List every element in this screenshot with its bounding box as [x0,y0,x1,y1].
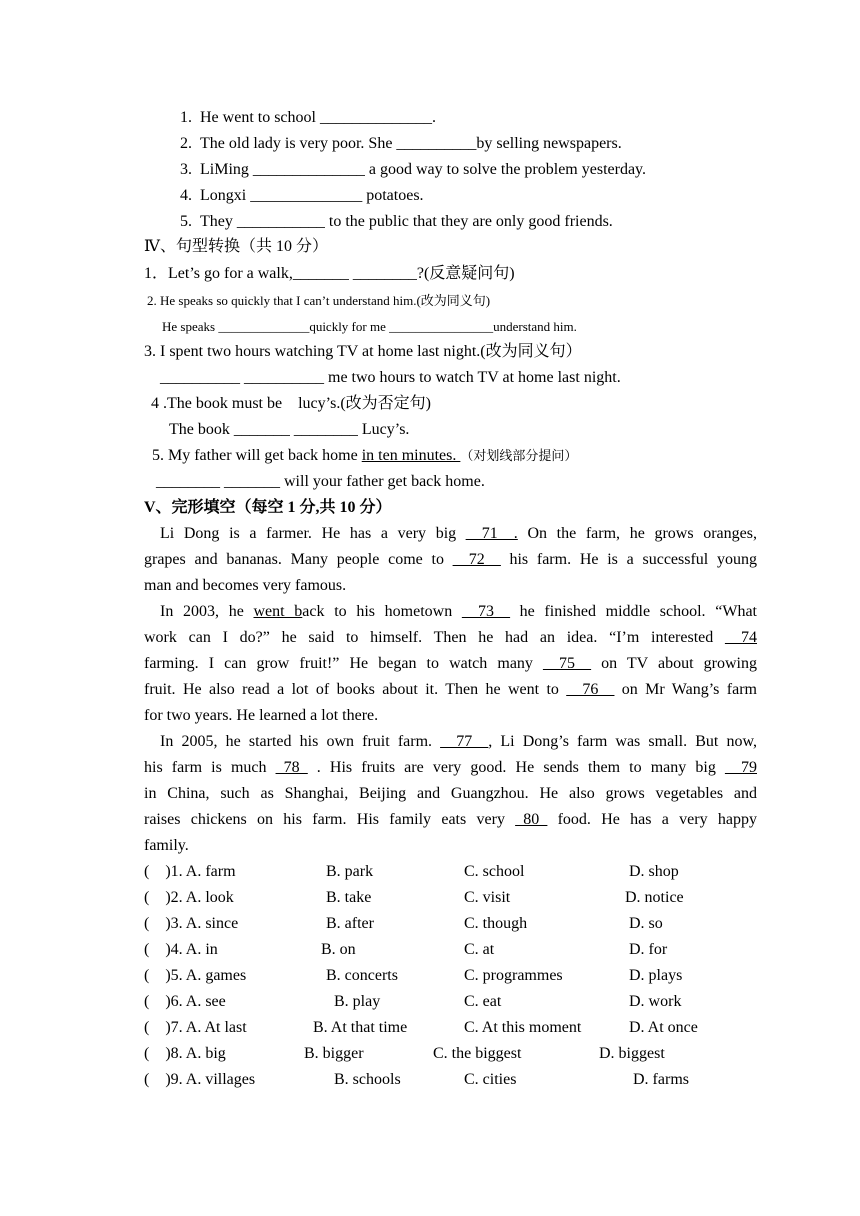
blank-78: _78_ [275,759,308,776]
option-b: B. concerts [326,967,398,984]
passage-line: farming. I can grow fruit!” He began to watch many __75__ on TV about growing [144,655,758,672]
option-c: C. at [464,941,495,958]
option-q: ( )4. A. in [144,941,218,958]
option-q: ( )9. A. villages [144,1071,256,1088]
option-q: ( )5. A. games [144,967,247,984]
option-c: C. programmes [464,967,563,984]
passage-line: man and becomes very famous. [144,577,347,594]
underlined-went: went b [253,603,303,620]
fill-item-1: 1. He went to school ______________. [180,109,436,126]
passage-line: his farm is much _78_ . His fruits are very good. He sends them to many big __79 [144,759,757,776]
option-c: C. the biggest [433,1045,522,1062]
blank-77: __77__ [440,733,489,750]
option-d: D. shop [629,863,679,880]
option-c: C. cities [464,1071,517,1088]
passage-line: work can I do?” he said to himself. Then he had an idea. “I’m interested __74 [144,629,757,646]
q5-underlined-phrase: in ten minutes. [361,447,461,464]
section-4-answer-2: He speaks ______________quickly for me ________________understand him. [162,319,577,334]
option-q: ( )1. A. farm [144,863,236,880]
option-q: ( )8. A. big [144,1045,226,1062]
option-d: D. farms [633,1071,689,1088]
section-4-question-5 [152,446,577,466]
fill-item-5: 5. They ___________ to the public that they are only good friends. [180,213,613,230]
section-4-answer-3: __________ __________ me two hours to watch TV at home last night. [160,369,621,386]
q5-text: 5. My father will get back home [152,447,362,464]
option-q: ( )6. A. see [144,993,226,1010]
option-q: ( )3. A. since [144,915,239,932]
option-b: B. At that time [313,1019,408,1036]
passage-line: family. [144,837,189,854]
passage-line: grapes and bananas. Many people come to __72__ his farm. He is a successful young [144,551,758,568]
blank-75: __75__ [543,655,592,672]
option-d: D. so [629,915,663,932]
section-4-question-2: 2. He speaks so quickly that I can’t understand him.(改为同义句) [147,293,491,308]
fill-item-2: 2. The old lady is very poor. She __________by selling newspapers. [180,135,622,152]
option-c: C. school [464,863,525,880]
option-d: D. At once [629,1019,698,1036]
passage-line: In 2003, he went back to his hometown __73__ he finished middle school. “What [160,603,757,620]
option-b: B. schools [334,1071,401,1088]
option-b: B. after [326,915,374,932]
section-5-heading: V、完形填空（每空 1 分,共 10 分） [144,499,392,516]
blank-74: __74 [725,629,757,646]
passage-line: for two years. He learned a lot there. [144,707,379,724]
blank-76: __76__ [566,681,615,698]
section-4-answer-4: The book _______ ________ Lucy’s. [169,421,410,438]
option-q: ( )2. A. look [144,889,234,906]
option-d: D. work [629,993,682,1010]
blank-79: __79 [725,759,757,776]
passage-line: Li Dong is a farmer. He has a very big __71__. On the farm, he grows oranges, [160,525,757,542]
section-4-answer-5: ________ _______ will your father get back home. [156,473,485,490]
blank-73: __73__ [461,603,510,620]
option-c: C. though [464,915,528,932]
option-d: D. biggest [599,1045,665,1062]
cloze-passage [144,521,757,859]
blank-72: __72__ [452,551,501,568]
option-d: D. plays [629,967,683,984]
section-4-question-3: 3. I spent two hours watching TV at home last night.(改为同义句） [144,343,582,360]
option-d: D. notice [625,889,684,906]
option-b: B. bigger [304,1045,364,1062]
fill-item-4: 4. Longxi ______________ potatoes. [180,187,424,204]
option-b: B. take [326,889,372,906]
option-c: C. eat [464,993,502,1010]
passage-line: raises chickens on his farm. His family eats very _80_ food. He has a very happy [144,811,757,828]
option-b: B. play [334,993,381,1010]
option-b: B. park [326,863,374,880]
section-4-question-1: 1．Let’s go for a walk,_______ ________?(反意疑问句) [144,265,515,282]
q5-instruction: （对划线部分提问） [460,448,578,463]
option-d: D. for [629,941,668,958]
section-4-heading: Ⅳ、句型转换（共 10 分） [144,238,328,255]
passage-line: in China, such as Shanghai, Beijing and Guangzhou. He also grows vegetables and [144,785,757,802]
section-4-question-4: 4 .The book must be lucy’s.(改为否定句) [151,395,431,412]
option-c: C. At this moment [464,1019,582,1036]
passage-line: In 2005, he started his own fruit farm. __77__, Li Dong’s farm was small. But now, [160,733,757,750]
blank-80: _80_ [515,811,548,828]
passage-line: fruit. He also read a lot of books about it. Then he went to __76__ on Mr Wang’s farm [144,681,758,698]
blank-71: __71__. [465,525,518,542]
option-c: C. visit [464,889,511,906]
fill-item-3: 3. LiMing ______________ a good way to solve the problem yesterday. [180,161,646,178]
option-b: B. on [321,941,356,958]
option-q: ( )7. A. At last [144,1019,247,1036]
